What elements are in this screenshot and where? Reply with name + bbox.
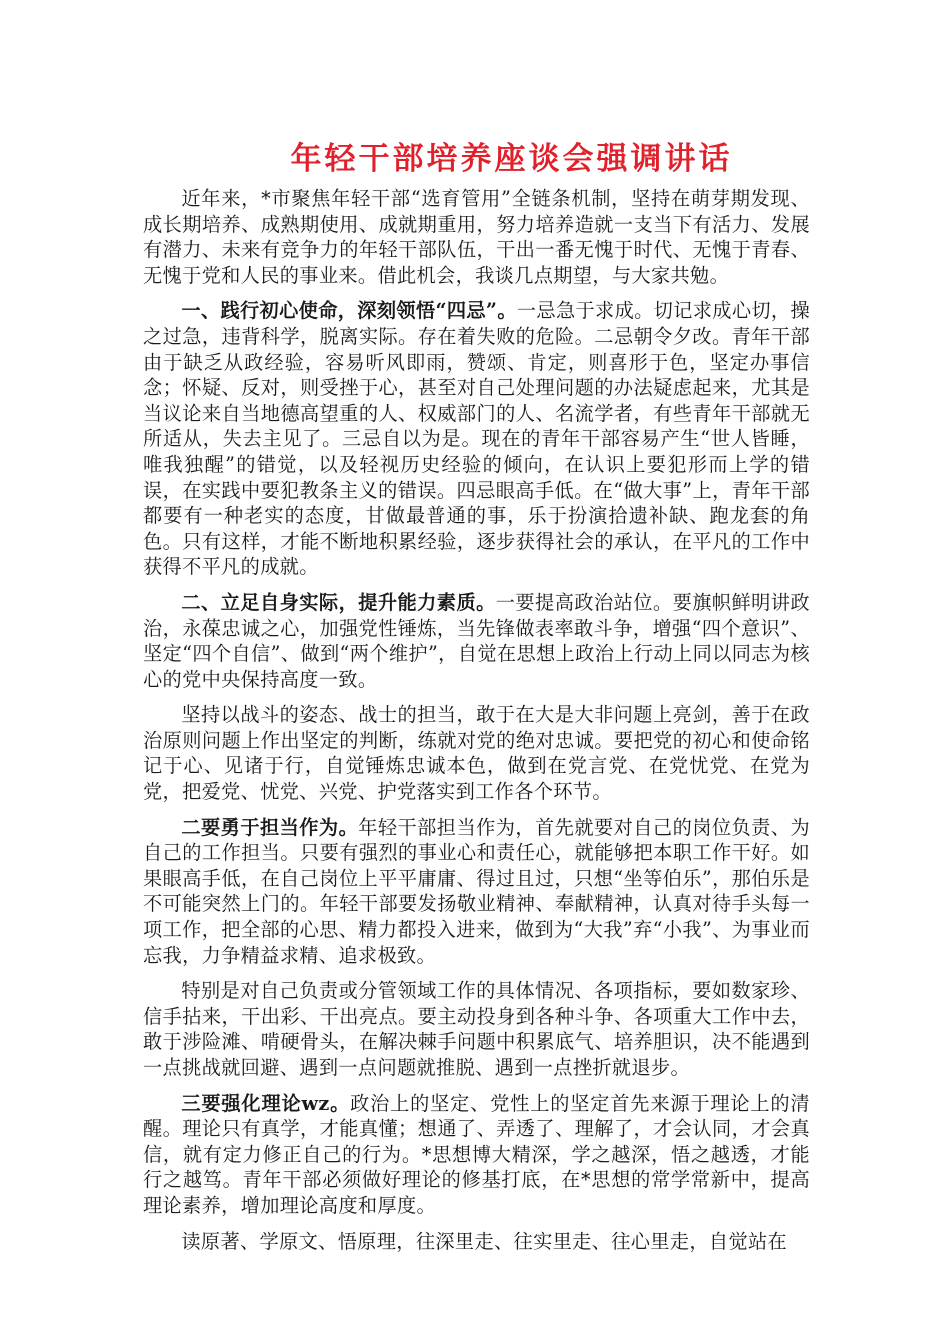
paragraph-text: 一忌急于求成。切记求成心切，操之过急，违背科学，脱离实际。存在着失败的危险。二忌朝令夕改。青年干部由于缺乏从政经验，容易听风即雨，赞颂、肯定，则喜形于色，坚定办事信念；怀疑、反对，则受挫于心，甚至对自己处理问题的办法疑虑起来，尤其是当议论来自当地德高望重的人、权威部门的人、名流学者，有些青年干部就无所适从，失去主见了。三忌自以为是。现在的青年干部容易产生“世人皆睡，唯我独醒”的错觉，以及轻视历史经验的倾向，在认识上要犯形而上学的错误，在实践中要犯教条主义的错误。四忌眼高手低。在“做大事”上，青年干部都要有一种老实的态度，甘做最普通的事，乐于扮演拾遗补缺、跑龙套的角色。只有这样，才能不断地积累经验，逐步获得社会的承认，在平凡的工作中获得不平凡的成就。: [143, 299, 811, 579]
paragraph-section-2: [143, 590, 810, 692]
paragraph-body: [143, 702, 810, 804]
paragraph-body: [143, 978, 810, 1080]
paragraph-intro: [143, 186, 810, 288]
document-title: 年轻干部培养座谈会强调讲话: [290, 141, 733, 177]
section-heading: 二、立足自身实际，提升能力素质。: [181, 590, 496, 614]
paragraph-text: 坚持以战斗的姿态、战士的担当，敢于在大是大非问题上亮剑，善于在政治原则问题上作出坚定的判断，练就对党的绝对忠诚。要把党的初心和使命铭记于心、见诸于行，自觉锤炼忠诚本色，做到在党言党、在党忧党、在党为党，把爱党、忧党、兴党、护党落实到工作各个环节。: [143, 703, 810, 804]
paragraph-text: 特别是对自己负责或分管领域工作的具体情况、各项指标，要如数家珍、信手拈来，干出彩、干出亮点。要主动投身到各种斗争、各项重大工作中去，敢于涉险滩、啃硬骨头，在解决棘手问题中积累底气、培养胆识，决不能遇到一点挑战就回避、遇到一点问题就推脱、遇到一点挫折就退步。: [143, 979, 810, 1079]
subsection-heading: 二要勇于担当作为。: [181, 815, 359, 839]
document-page: [143, 138, 810, 1264]
subsection-heading: 三要强化理论wz。: [181, 1091, 351, 1115]
paragraph-text: 政治上的坚定、党性上的坚定首先来源于理论上的清醒。理论只有真学，才能真懂；想通了、弄透了、理解了，才会认同，才会真信，就有定力修正自己的行为。*思想博大精深，学之越深，悟之越透，才能行之越笃。青年干部必须做好理论的修基打底，在*思想的常学常新中，提高理论素养，增加理论高度和厚度。: [143, 1091, 810, 1217]
section-heading: 一、践行初心使命，深刻领悟“四忌”。: [181, 299, 517, 323]
paragraph-text: 读原著、学原文、悟原理，往深里走、往实里走、往心里走，自觉站在: [181, 1229, 788, 1253]
paragraph-text: 年轻干部担当作为，首先就要对自己的岗位负责、为自己的工作担当。只要有强烈的事业心和责任心，就能够把本职工作干好。如果眼高手低，在自己岗位上平平庸庸、得过且过，只想“坐等伯乐”，那伯乐是不可能突然上门的。年轻干部要发扬敬业精神、奉献精神，认真对待手头每一项工作，把全部的心思、精力都投入进来，做到为“大我”弃“小我”、为事业而忘我，力争精益求精、追求极致。: [143, 815, 810, 967]
paragraph-section-1: [143, 298, 810, 580]
paragraph-body-truncated: [143, 1229, 810, 1255]
paragraph-text: 一要提高政治站位。要旗帜鲜明讲政治，永葆忠诚之心，加强党性锤炼，当先锋做表率敢斗争，增强“四个意识”、坚定“四个自信”、做到“两个维护”，自觉在思想上政治上行动上同以同志为核心的党中央保持高度一致。: [143, 590, 810, 691]
paragraph-subsection-3: [143, 1091, 810, 1219]
paragraph-text: 近年来，*市聚焦年轻干部“选育管用”全链条机制，坚持在萌芽期发现、成长期培养、成熟期使用、成就期重用，努力培养造就一支当下有活力、发展有潜力、未来有竞争力的年轻干部队伍，干出一番无愧于时代、无愧于青春、无愧于党和人民的事业来。借此机会，我谈几点期望，与大家共勉。: [143, 187, 810, 287]
paragraph-subsection-2: [143, 815, 810, 969]
